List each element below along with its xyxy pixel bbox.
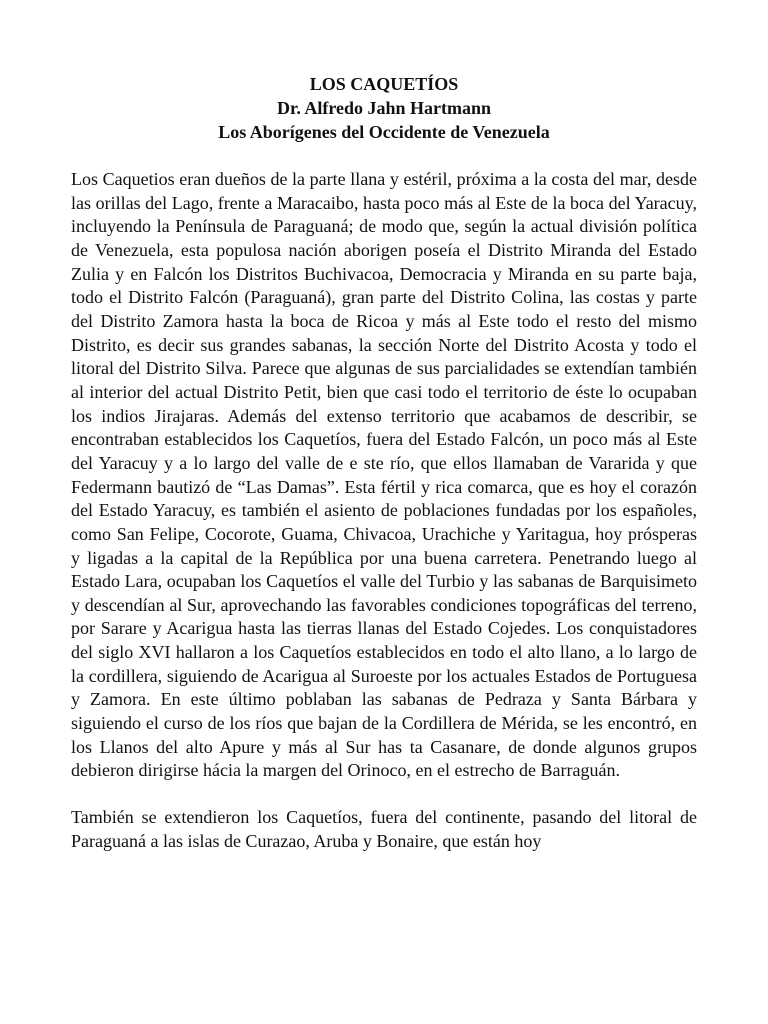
- document-author: Dr. Alfredo Jahn Hartmann: [276, 98, 492, 118]
- body-paragraph-2: También se extendieron los Caquetíos, fuera del continente, pasando del litoral de Paraguaná a las islas de Curazao, Aruba y Bonaire, que están hoy: [71, 807, 697, 851]
- document-heading: [71, 72, 697, 144]
- document-work-title: Los Aborígenes del Occidente de Venezuela: [218, 122, 550, 142]
- document-title: LOS CAQUETÍOS: [309, 74, 459, 94]
- body-paragraph-1: Los Caquetios eran dueños de la parte llana y estéril, próxima a la costa del mar, desde las orillas del Lago, frente a Maracaibo, hasta poco más al Este de la boca del Yaracuy, incluyendo la Península de Paraguaná; de modo que, según la actual división política de Venezuela, esta populosa nación aborigen poseía el Distrito Miranda del Estado Zulia y en Falcón los Distritos Buchivacoa, Democracia y Miranda en su parte baja, todo el Distrito Falcón (Paraguaná), gran parte del Distrito Colina, las costas y parte del Distrito Zamora hasta la boca de Ricoa y más al Este todo el resto del mismo Distrito, es decir sus grandes sabanas, la sección Norte del Distrito Acosta y todo el litoral del Distrito Silva. Parece que algunas de sus parcialidades se extendían también al interior del actual Distrito Petit, bien que casi todo el territorio de éste lo ocupaban los indios Jirajaras. Además del extenso territorio que acabamos de describir, se encontraban establecidos los Caquetíos, fuera del Estado Falcón, un poco más al Este del Yaracuy y a lo largo del valle de e ste río, que ellos llamaban de Vararida y que Federmann bautizó de “Las Damas”. Esta fértil y rica comarca, que es hoy el corazón del Estado Yaracuy, es también el asiento de poblaciones fundadas por los españoles, como San Felipe, Cocorote, Guama, Chivacoa, Urachiche y Yaritagua, hoy prósperas y ligadas a la capital de la República por una buena carretera. Penetrando luego al Estado Lara, ocupaban los Caquetíos el valle del Turbio y las sabanas de Barquisimeto y descendían al Sur, aprovechando las favorables condiciones topográficas del terreno, por Sarare y Acarigua hasta las tierras llanas del Estado Cojedes. Los conquistadores del siglo XVI hallaron a los Caquetíos establecidos en todo el alto llano, a lo largo de la cordillera, siguiendo de Acarigua al Suroeste por los actuales Estados de Portuguesa y Zamora. En este último poblaban las sabanas de Pedraza y Santa Bárbara y siguiendo el curso de los ríos que bajan de la Cordillera de Mérida, se les encontró, en los Llanos del alto Apure y más al Sur has ta Casanare, de donde algunos grupos debieron dirigirse hácia la margen del Orinoco, en el estrecho de Barraguán.: [71, 169, 697, 781]
- document-page: [71, 72, 697, 876]
